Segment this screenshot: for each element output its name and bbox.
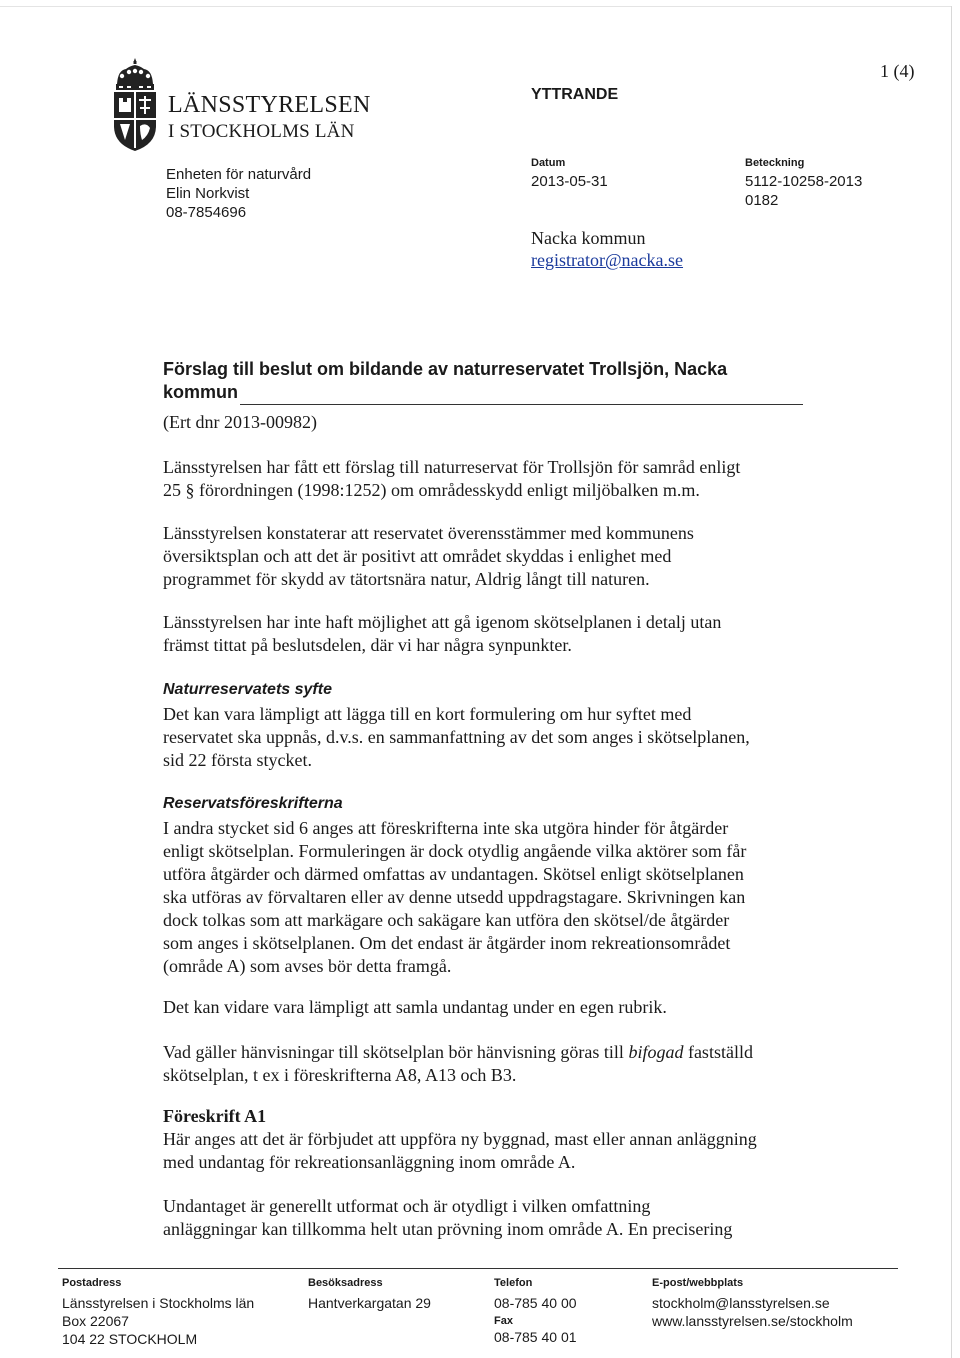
title-underline [240, 404, 803, 405]
footer-label: Telefon [494, 1277, 533, 1289]
footer-web [652, 1276, 853, 1330]
paragraph-line: enligt skötselplan. Formuleringen är dock otydlig angående vilka aktörer som får [163, 841, 747, 861]
paragraph-2 [163, 522, 803, 591]
footer-phone [494, 1276, 577, 1346]
organization-county: I STOCKHOLMS LÄN [168, 121, 355, 142]
footer-visiting-address [308, 1276, 431, 1312]
reference-number: 5112-10258-2013 [745, 173, 863, 190]
sender-phone: 08-7854696 [166, 204, 247, 221]
section-heading-a1: Föreskrift A1 [163, 1106, 267, 1126]
paragraph-9 [163, 1195, 803, 1241]
paragraph-line: (område A) som avses bör detta framgå. [163, 956, 452, 976]
paragraph-line: utföra åtgärder och därmed omfattas av undantagen. Skötsel enligt skötselplanen [163, 864, 744, 884]
footer-label: Fax [494, 1315, 513, 1327]
paragraph-line: skötselplan, t ex i föreskrifterna A8, A13 och B3. [163, 1065, 517, 1085]
paragraph-line: Här anges att det är förbjudet att uppföra ny byggnad, mast eller annan anläggning [163, 1129, 757, 1149]
sender-officer: Elin Norkvist [166, 185, 250, 202]
paragraph-5 [163, 817, 803, 978]
footer-text: Box 22067 [62, 1313, 129, 1329]
section-heading-regulations: Reservatsföreskrifterna [163, 795, 343, 812]
paragraph-line: Länsstyrelsen konstaterar att reservatet överensstämmer med kommunens [163, 523, 694, 543]
footer-text: 08-785 40 00 [494, 1295, 577, 1311]
footer-website[interactable]: www.lansstyrelsen.se/stockholm [652, 1313, 853, 1329]
paragraph-line: med undantag för rekreationsanläggning inom område A. [163, 1152, 576, 1172]
paragraph-line: ska utföras av förvaltaren eller av denne utsedd uppdragstagare. Skrivningen kan [163, 887, 746, 907]
paragraph-line [163, 1041, 803, 1064]
recipient-name: Nacka kommun [531, 228, 646, 248]
paragraph-line: Undantaget är generellt utformat och är otydligt i vilken omfattning [163, 1196, 651, 1216]
reference-note: (Ert dnr 2013-00982) [163, 412, 317, 432]
paragraph-line: dock tolkas som att markägare och sakägare kan utföra den skötsel/de åtgärder [163, 910, 730, 930]
paragraph-line: reservatet ska uppnås, d.v.s. en sammanfattning av det som anges i skötselplanen, [163, 727, 750, 747]
page-right-edge [951, 6, 952, 1358]
date-label: Datum [531, 157, 566, 169]
paragraph-line: Länsstyrelsen har inte haft möjlighet att gå igenom skötselplanen i detalj utan [163, 612, 722, 632]
footer-text: Länsstyrelsen i Stockholms län [62, 1295, 255, 1311]
title-line-1: Förslag till beslut om bildande av naturreservatet Trollsjön, Nacka [163, 359, 728, 379]
footer-label: Besöksadress [308, 1277, 383, 1289]
paragraph-3 [163, 611, 803, 657]
reference-value [745, 172, 862, 210]
county-coat-of-arms-icon [112, 56, 158, 152]
paragraph-line: främst tittat på beslutsdelen, där vi har några synpunkter. [163, 635, 572, 655]
organization-name: LÄNSSTYRELSEN [168, 92, 371, 118]
document-title [163, 358, 803, 404]
footer-label: E-post/webbplats [652, 1277, 744, 1289]
paragraph-4 [163, 703, 803, 772]
recipient-block [531, 227, 683, 271]
document-type: YTTRANDE [531, 86, 619, 103]
paragraph-line: anläggningar kan tillkomma helt utan prövning inom område A. En precisering [163, 1219, 733, 1239]
footer-text: 08-785 40 01 [494, 1329, 577, 1345]
footer-text: 104 22 STOCKHOLM [62, 1331, 198, 1347]
footer-text: Hantverkargatan 29 [308, 1295, 431, 1311]
paragraph-line: Det kan vara lämpligt att lägga till en kort formulering om hur syftet med [163, 704, 692, 724]
reference-suffix: 0182 [745, 192, 779, 209]
date-value: 2013-05-31 [531, 173, 608, 190]
paragraph-line: programmet för skydd av tätortsnära natur, Aldrig långt till naturen. [163, 569, 650, 589]
paragraph-line: Länsstyrelsen har fått ett förslag till naturreservat för Trollsjön för samråd enligt [163, 457, 741, 477]
text-span: Vad gäller hänvisningar till skötselplan bör hänvisning göras till [163, 1042, 629, 1062]
paragraph-line: 25 § förordningen (1998:1252) om områdesskydd enligt miljöbalken m.m. [163, 480, 700, 500]
footer-label: Postadress [62, 1277, 122, 1289]
paragraph-line: sid 22 första stycket. [163, 750, 312, 770]
paragraph-line: översiktsplan och att det är positivt att området skyddas i enlighet med [163, 546, 672, 566]
paragraph-line: som anges i skötselplanen. Om det endast är åtgärder inom rekreationsområdet [163, 933, 731, 953]
recipient-email-link[interactable]: registrator@nacka.se [531, 250, 684, 270]
sender-block [166, 165, 311, 222]
paragraph-8 [163, 1128, 803, 1174]
section-heading-purpose: Naturreservatets syfte [163, 681, 332, 698]
text-span: fastställd [683, 1042, 753, 1062]
paragraph-6: Det kan vidare vara lämpligt att samla undantag under en egen rubrik. [163, 997, 667, 1017]
footer-postal-address [62, 1276, 254, 1348]
title-line-2: kommun [163, 382, 239, 402]
footer-email[interactable]: stockholm@lansstyrelsen.se [652, 1295, 830, 1311]
paragraph-line: I andra stycket sid 6 anges att föreskrifterna inte ska utgöra hinder för åtgärder [163, 818, 729, 838]
emphasis-text: bifogad [628, 1042, 684, 1062]
reference-label: Beteckning [745, 157, 805, 169]
paragraph-7 [163, 1041, 803, 1087]
footer-rule [58, 1268, 898, 1269]
page-top-edge [0, 6, 952, 7]
sender-unit: Enheten för naturvård [166, 166, 312, 183]
page-number: 1 (4) [880, 61, 915, 81]
paragraph-1 [163, 456, 803, 502]
